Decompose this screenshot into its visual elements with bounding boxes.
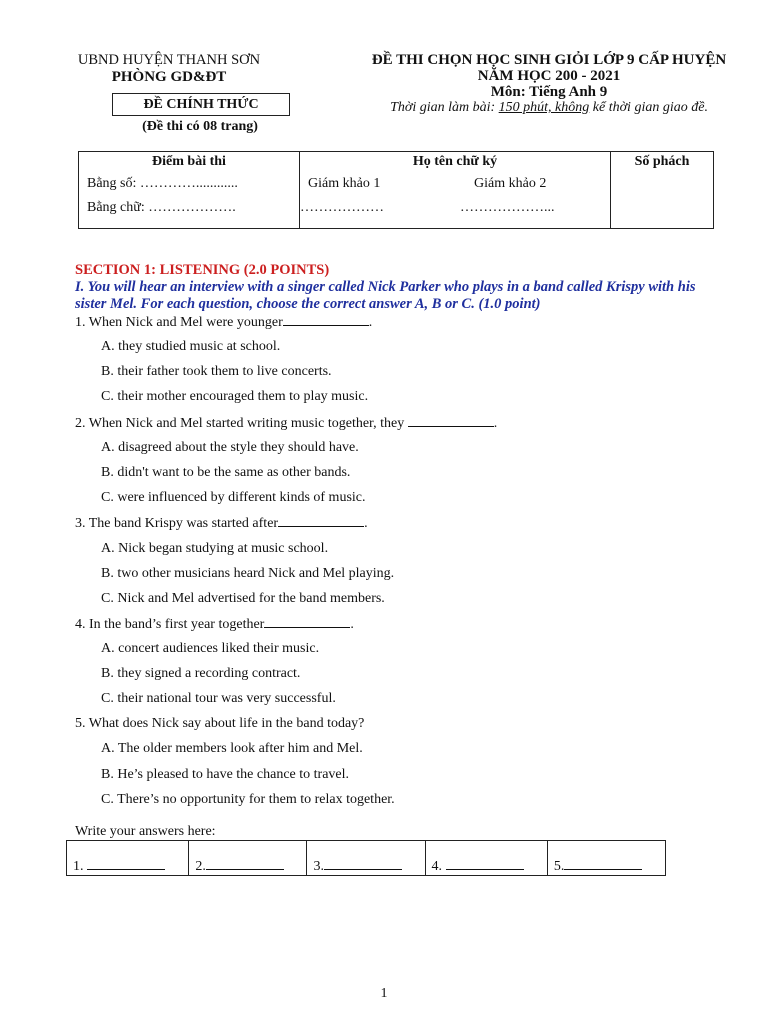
issuing-authority bbox=[60, 52, 278, 86]
option-5a[interactable]: A. The older members look after him and Mel. bbox=[101, 741, 363, 756]
examiners-header: Họ tên chữ ký bbox=[412, 154, 498, 169]
answer-line[interactable] bbox=[446, 858, 524, 870]
option-3b[interactable]: B. two other musicians heard Nick and Mel playing. bbox=[101, 566, 395, 581]
score-number-field[interactable]: Bằng số: …………............ bbox=[87, 176, 238, 191]
option-5b[interactable]: B. He’s pleased to have the chance to travel. bbox=[101, 767, 350, 782]
question-2 bbox=[75, 415, 497, 432]
serial-cell bbox=[611, 152, 714, 229]
option-4b[interactable]: B. they signed a recording contract. bbox=[101, 666, 301, 681]
option-2a[interactable]: A. disagreed about the style they should have. bbox=[101, 440, 359, 455]
question-5 bbox=[75, 716, 364, 732]
option-1a[interactable]: A. they studied music at school. bbox=[101, 339, 281, 354]
section-title: SECTION 1: LISTENING (2.0 POINTS) bbox=[75, 262, 330, 278]
option-2c[interactable]: C. were influenced by different kinds of music. bbox=[101, 490, 366, 505]
option-1b[interactable]: B. their father took them to live concerts. bbox=[101, 364, 332, 379]
authority-line-2: PHÒNG GD&ĐT bbox=[111, 69, 227, 85]
section-instruction: I. You will hear an interview with a singer called Nick Parker who plays in a band called Krispy with his sister Mel. For each question, choose the correct answer A, B or C. (1.0 point) bbox=[75, 279, 696, 312]
option-1c[interactable]: C. their mother encouraged them to play music. bbox=[101, 389, 369, 404]
answer-blank[interactable] bbox=[264, 616, 350, 628]
time-suffix: kể thời gian giao đề. bbox=[589, 100, 708, 115]
question-stem: 3. The band Krispy was started after bbox=[75, 516, 279, 531]
answers-prompt: Write your answers here: bbox=[75, 824, 216, 839]
question-end: . bbox=[493, 416, 498, 431]
pages-note: (Đề thi có 08 trang) bbox=[142, 119, 258, 134]
answer-line[interactable] bbox=[87, 858, 165, 870]
option-5c[interactable]: C. There’s no opportunity for them to relax together. bbox=[101, 792, 395, 807]
examiners-cell bbox=[300, 152, 611, 229]
exam-header bbox=[330, 52, 768, 116]
score-cell bbox=[79, 152, 300, 229]
answer-cell-2[interactable] bbox=[189, 841, 307, 876]
page-number: 1 bbox=[380, 986, 388, 1001]
examiner-1-signature[interactable]: ……………… bbox=[300, 200, 384, 215]
question-end: . bbox=[350, 617, 354, 632]
official-exam-box: ĐỀ CHÍNH THỨC bbox=[112, 93, 290, 116]
time-value: 150 phút, không bbox=[498, 100, 590, 115]
subject: Môn: Tiếng Anh 9 bbox=[490, 84, 608, 100]
answer-label: 3. bbox=[313, 859, 324, 874]
answer-label: 1. bbox=[73, 859, 87, 874]
answers-table bbox=[66, 840, 666, 876]
score-table bbox=[78, 151, 714, 229]
answer-blank[interactable] bbox=[278, 515, 364, 527]
answer-label: 5. bbox=[553, 859, 565, 874]
time-allowed bbox=[330, 100, 768, 116]
answer-cell-4[interactable] bbox=[425, 841, 547, 876]
exam-title: ĐỀ THI CHỌN HỌC SINH GIỎI LỚP 9 CẤP HUYỆN bbox=[371, 52, 727, 68]
examiner-labels bbox=[300, 172, 610, 196]
serial-header: Số phách bbox=[634, 154, 690, 169]
answer-label: 4. bbox=[431, 859, 446, 874]
question-end: . bbox=[364, 516, 368, 531]
examiner-1-label: Giám khảo 1 bbox=[308, 176, 381, 191]
question-stem: 4. In the band’s first year together bbox=[75, 617, 265, 632]
answer-line[interactable] bbox=[564, 858, 642, 870]
answer-cell-5[interactable] bbox=[547, 841, 665, 876]
examiner-signatures bbox=[300, 196, 610, 220]
question-stem: 1. When Nick and Mel were younger bbox=[75, 315, 283, 330]
question-3 bbox=[75, 515, 368, 532]
option-3a[interactable]: A. Nick began studying at music school. bbox=[101, 541, 329, 556]
question-stem: 2. When Nick and Mel started writing music together, they bbox=[75, 416, 408, 431]
answer-blank[interactable] bbox=[408, 415, 494, 427]
option-3c[interactable]: C. Nick and Mel advertised for the band members. bbox=[101, 591, 385, 606]
answer-blank[interactable] bbox=[283, 314, 369, 326]
answer-cell-1[interactable] bbox=[67, 841, 189, 876]
answer-line[interactable] bbox=[206, 858, 284, 870]
option-4c[interactable]: C. their national tour was very successful. bbox=[101, 691, 336, 706]
examiner-2-label: Giám khảo 2 bbox=[474, 176, 547, 191]
option-2b[interactable]: B. didn't want to be the same as other bands. bbox=[101, 465, 351, 480]
answer-label: 2. bbox=[195, 859, 206, 874]
question-end: . bbox=[368, 315, 373, 330]
score-header: Điểm bài thi bbox=[152, 154, 226, 169]
authority-line-1: UBND HUYỆN THANH SƠN bbox=[77, 52, 261, 68]
answer-line[interactable] bbox=[324, 858, 402, 870]
question-1 bbox=[75, 314, 372, 331]
option-4a[interactable]: A. concert audiences liked their music. bbox=[101, 641, 320, 656]
answer-cell-3[interactable] bbox=[307, 841, 425, 876]
score-words-field[interactable]: Bằng chữ: ………………. bbox=[87, 200, 236, 215]
question-4 bbox=[75, 616, 354, 633]
time-prefix: Thời gian làm bài: bbox=[390, 100, 499, 115]
question-stem: 5. What does Nick say about life in the band today? bbox=[75, 716, 365, 731]
school-year: NĂM HỌC 200 - 2021 bbox=[477, 68, 621, 84]
examiner-2-signature[interactable]: ………………... bbox=[460, 200, 555, 215]
